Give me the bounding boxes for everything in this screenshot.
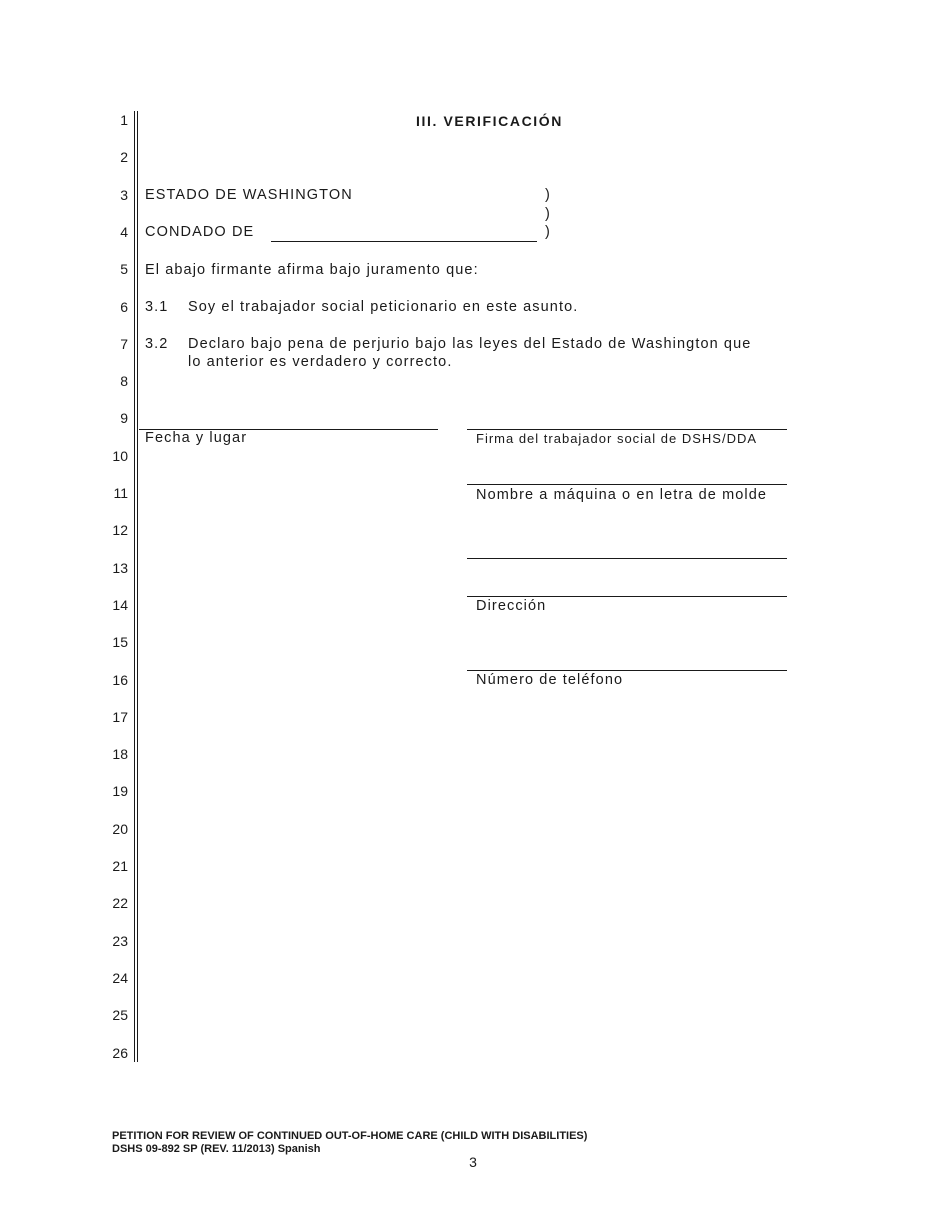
line-number: 3 xyxy=(120,186,128,203)
state-label: ESTADO DE WASHINGTON xyxy=(145,187,353,203)
paren-2: ) xyxy=(545,206,551,222)
paren-3: ) xyxy=(545,224,551,240)
footer-form-number: DSHS 09-892 SP (REV. 11/2013) Spanish xyxy=(112,1143,321,1155)
line-number: 11 xyxy=(113,485,128,501)
signature-label: Firma del trabajador social de DSHS/DDA xyxy=(476,431,758,446)
line-number: 9 xyxy=(120,410,128,427)
line-number: 15 xyxy=(112,634,128,651)
paren-1: ) xyxy=(545,187,551,203)
county-label: CONDADO DE xyxy=(145,224,255,240)
line-number: 17 xyxy=(112,708,128,725)
line-number: 1 xyxy=(120,112,128,128)
item-3-1-text: Soy el trabajador social peticionario en este asunto. xyxy=(188,299,579,315)
item-3-2-text-line1: Declaro bajo pena de perjurio bajo las leyes del Estado de Washington que xyxy=(188,336,752,352)
line-number: 10 xyxy=(112,447,128,464)
section-title: III. VERIFICACIÓN xyxy=(416,113,563,129)
line-number: 7 xyxy=(120,335,128,352)
line-number: 2 xyxy=(120,149,128,166)
line-number: 22 xyxy=(112,895,128,912)
address-label: Dirección xyxy=(476,598,547,614)
line-number: 19 xyxy=(112,783,128,800)
item-3-2-number: 3.2 xyxy=(145,336,169,352)
phone-label: Número de teléfono xyxy=(476,672,624,688)
line-number: 25 xyxy=(112,1007,128,1024)
line-number: 26 xyxy=(112,1044,128,1061)
line-number: 14 xyxy=(112,596,128,613)
address-line-1[interactable] xyxy=(467,558,787,559)
line-number: 20 xyxy=(112,820,128,837)
line-number: 23 xyxy=(112,932,128,949)
item-3-1-number: 3.1 xyxy=(145,299,169,315)
page-number: 3 xyxy=(469,1154,477,1170)
date-place-label: Fecha y lugar xyxy=(145,430,248,446)
margin-rule-right xyxy=(137,111,138,1062)
item-3-2-text-line2: lo anterior es verdadero y correcto. xyxy=(188,354,453,370)
printed-name-line[interactable] xyxy=(467,484,787,485)
printed-name-label: Nombre a máquina o en letra de molde xyxy=(476,487,768,503)
line-number: 8 xyxy=(120,373,128,390)
line-number: 12 xyxy=(112,522,128,539)
line-number: 13 xyxy=(112,559,128,576)
line-number: 5 xyxy=(120,261,128,278)
line-number: 18 xyxy=(112,746,128,763)
county-input-line[interactable] xyxy=(271,241,537,242)
margin-rule-left xyxy=(134,111,135,1062)
line-number: 4 xyxy=(120,223,128,240)
line-number: 21 xyxy=(112,858,128,874)
line-number: 6 xyxy=(120,298,128,315)
line-number: 24 xyxy=(112,969,128,986)
footer-form-title: PETITION FOR REVIEW OF CONTINUED OUT-OF-HOME CARE (CHILD WITH DISABILITIES) xyxy=(112,1130,588,1142)
line-number: 16 xyxy=(112,671,128,688)
oath-intro: El abajo firmante afirma bajo juramento que: xyxy=(145,262,479,278)
